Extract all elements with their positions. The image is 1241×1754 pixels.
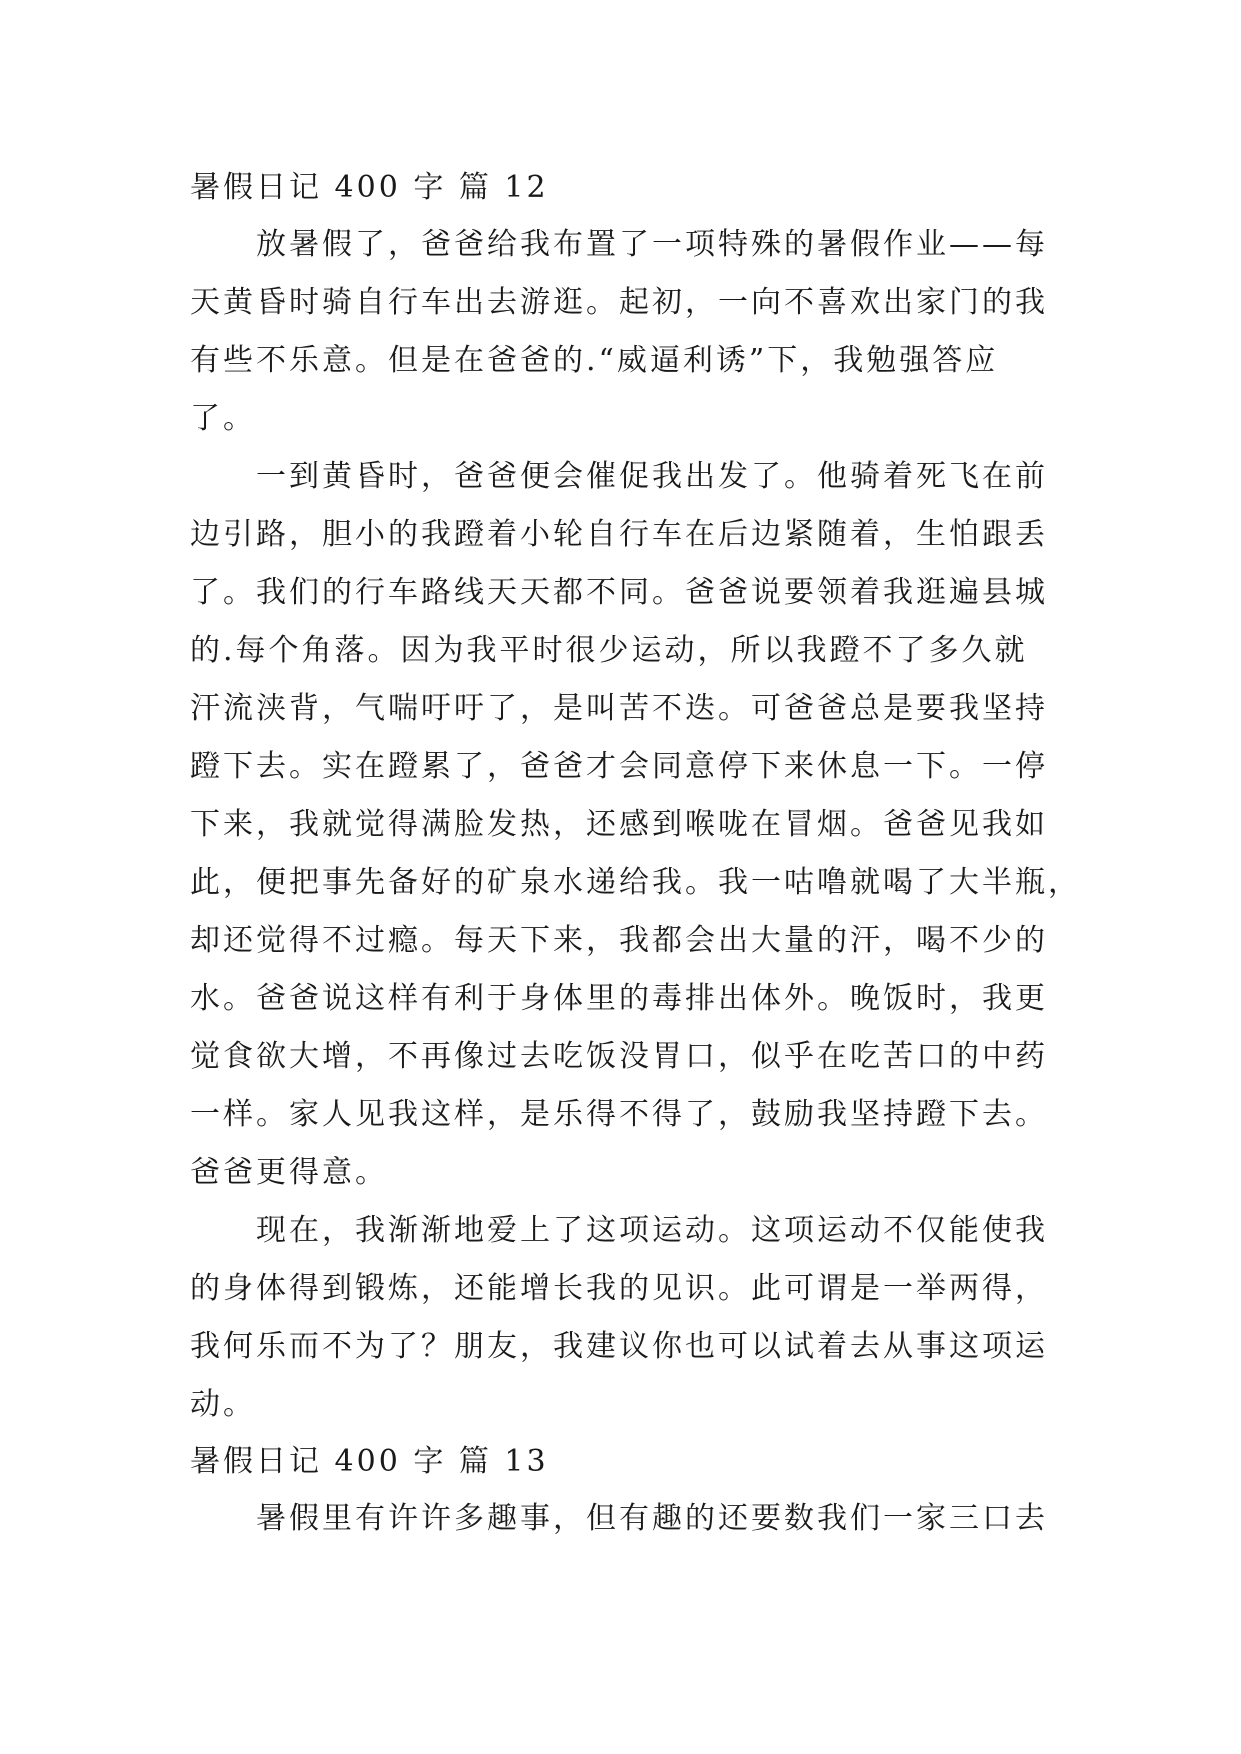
paragraph: [190, 216, 1070, 448]
text-line: 我何乐而不为了？朋友，我建议你也可以试着去从事这项运: [190, 1329, 1048, 1364]
paragraph: [190, 1490, 1070, 1548]
text-line: 天黄昏时骑自行车出去游逛。起初，一向不喜欢出家门的我: [190, 285, 1048, 320]
text-line: 暑假里有许许多趣事，但有趣的还要数我们一家三口去: [256, 1501, 1048, 1536]
text-line: 水。爸爸说这样有利于身体里的毒排出体外。晚饭时，我更: [190, 981, 1048, 1016]
text-line: 蹬下去。实在蹬累了，爸爸才会同意停下来休息一下。一停: [190, 749, 1048, 784]
text-line: 汗流浃背，气喘吁吁了，是叫苦不迭。可爸爸总是要我坚持: [190, 691, 1048, 726]
text-line: 下来，我就觉得满脸发热，还感到喉咙在冒烟。爸爸见我如: [190, 807, 1048, 842]
text-line: 有些不乐意。但是在爸爸的.“威逼利诱”下，我勉强答应: [190, 343, 999, 378]
text-line: 一样。家人见我这样，是乐得不得了，鼓励我坚持蹬下去。: [190, 1097, 1048, 1132]
text-line: 现在，我渐渐地爱上了这项运动。这项运动不仅能使我: [256, 1213, 1048, 1248]
text-line: 一到黄昏时，爸爸便会催促我出发了。他骑着死飞在前: [256, 459, 1048, 494]
text-line: 了。我们的行车路线天天都不同。爸爸说要领着我逛遍县城: [190, 575, 1048, 610]
entry-heading: 暑假日记 400 字 篇 12: [190, 170, 549, 205]
text-line: 却还觉得不过瘾。每天下来，我都会出大量的汗，喝不少的: [190, 923, 1048, 958]
text-line: 动。: [190, 1387, 256, 1422]
entry-heading: 暑假日记 400 字 篇 13: [190, 1444, 549, 1479]
text-line: 了。: [190, 401, 256, 436]
document-body: [190, 160, 1081, 1548]
paragraph: [190, 448, 1081, 1202]
text-line: 此，便把事先备好的矿泉水递给我。我一咕噜就喝了大半瓶，: [190, 865, 1081, 900]
paragraph: [190, 1202, 1070, 1434]
text-line: 边引路，胆小的我蹬着小轮自行车在后边紧随着，生怕跟丢: [190, 517, 1048, 552]
text-line: 的身体得到锻炼，还能增长我的见识。此可谓是一举两得，: [190, 1271, 1048, 1306]
text-line: 的.每个角落。因为我平时很少运动，所以我蹬不了多久就: [190, 633, 1028, 668]
text-line: 觉食欲大增，不再像过去吃饭没胃口，似乎在吃苦口的中药: [190, 1039, 1048, 1074]
text-line: 放暑假了，爸爸给我布置了一项特殊的暑假作业——每: [256, 227, 1048, 262]
text-line: 爸爸更得意。: [190, 1155, 388, 1190]
